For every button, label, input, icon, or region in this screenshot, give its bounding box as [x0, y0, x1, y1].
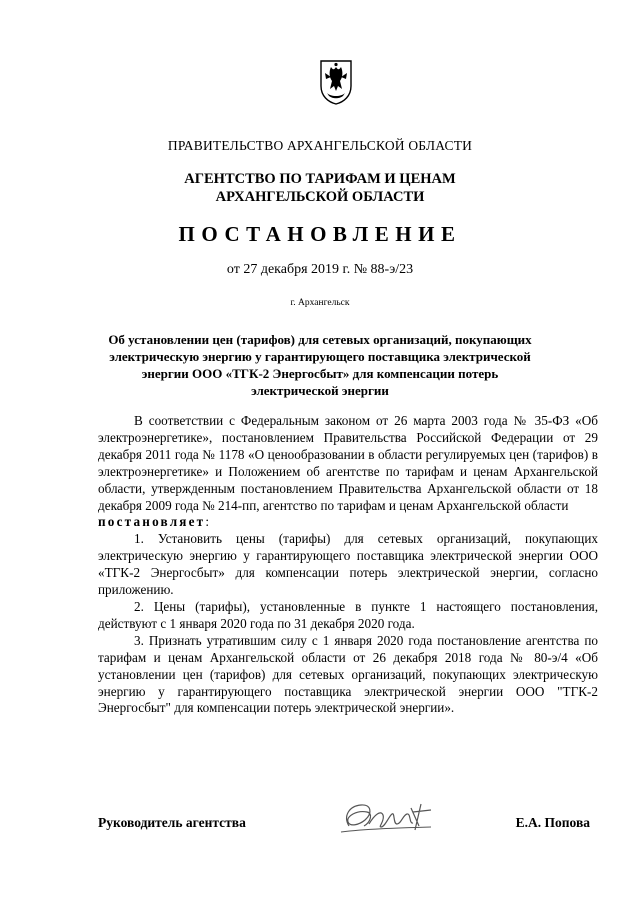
document-subject: [100, 331, 540, 399]
government-name: ПРАВИТЕЛЬСТВО АРХАНГЕЛЬСКОЙ ОБЛАСТИ: [167, 138, 473, 153]
signatory-title: Руководитель агентства: [98, 815, 246, 830]
subject-line1: Об установлении цен (тарифов) для сетевых организаций, покупающих: [108, 332, 532, 347]
decree-colon: :: [205, 514, 210, 530]
preamble-paragraph: В соответствии с Федеральным законом от 26 марта 2003 года № 35-ФЗ «Об электроэнергетике», постановлением Правительства Российской Федерации от 29 декабря 2011 года № 1178 «О ценообразовании в области регулируемых цен (тарифов) в электроэнергетике» и Положением об агентстве по тарифам и ценам Архангельской области, утвержденным постановлением Правительства Архангельской области от 18 декабря 2009 года № 214-пп, агентство по тарифам и ценам Архангельской области: [98, 413, 598, 513]
decree-line: [98, 514, 598, 531]
agency-name-line1: АГЕНТСТВО ПО ТАРИФАМ И ЦЕНАМ: [184, 171, 456, 187]
subject-line4: электрической энергии: [251, 383, 389, 398]
decree-word: постановляет: [98, 514, 206, 530]
subject-line3: энергии ООО «ТГК-2 Энергосбыт» для компенсации потерь: [141, 366, 499, 381]
document-type-title: ПОСТАНОВЛЕНИЕ: [178, 222, 462, 246]
agency-name-line2: АРХАНГЕЛЬСКОЙ ОБЛАСТИ: [215, 189, 425, 205]
agency-name: [0, 170, 640, 206]
signatory-name: Е.А. Попова: [515, 815, 590, 830]
subject-line2: электрическую энергию у гарантирующего поставщика электрической: [109, 349, 531, 364]
document-date-number: от 27 декабря 2019 г. № 88-э/23: [226, 262, 414, 277]
item-3-paragraph: 3. Признать утратившим силу с 1 января 2020 года постановление агентства по тарифам и ценам Архангельской области от 26 декабря 2018 года № 80-э/4 «Об установлении цен (тарифов) для сетевых организаций, покупающих электрическую энергию у гарантирующего поставщика электрической энергии ООО "ТГК-2 Энергосбыт" для компенсации потерь электрической энергии».: [98, 632, 598, 716]
item-2-paragraph: 2. Цены (тарифы), установленные в пункте 1 настоящего постановления, действуют с 1 января 2020 года по 31 декабря 2020 года.: [98, 598, 598, 631]
document-body: [98, 413, 598, 717]
document-city: г. Архангельск: [290, 298, 350, 308]
item-1-paragraph: 1. Установить цены (тарифы) для сетевых организаций, покупающих электрическую энергию у гарантирующего поставщика электрической энергии ООО «ТГК-2 Энергосбыт» для компенсации потерь электрической энергии, согласно приложению.: [98, 531, 598, 598]
handwritten-signature: [335, 796, 445, 842]
coat-of-arms-icon: [318, 58, 354, 106]
